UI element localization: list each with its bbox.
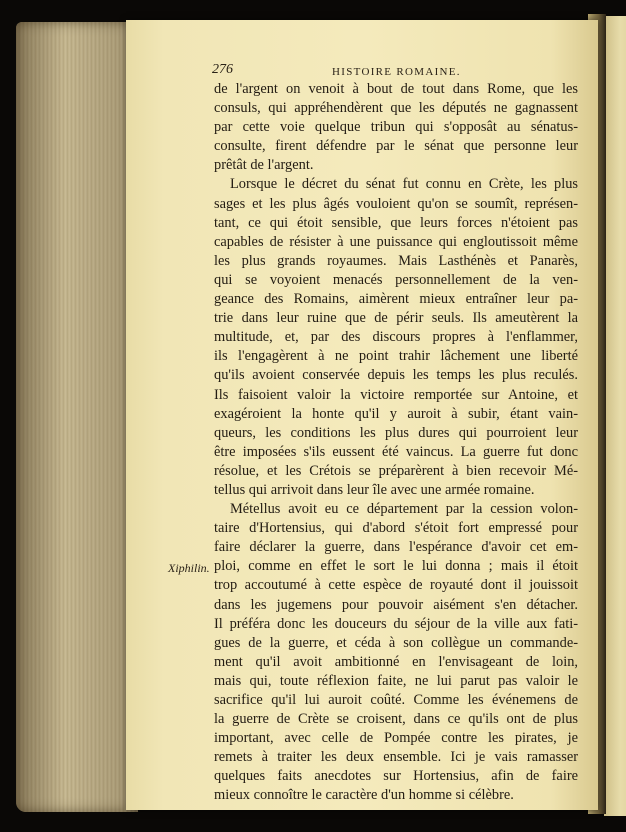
text-line: taire d'Hortensius, qui d'abord s'étoit fort empressé pour [214,520,578,537]
page-number: 276 [212,62,233,77]
text-line: capables de résister à une puissance qui engloutissoit même [214,233,578,250]
text-line: consuls, qui appréhendèrent que les députés ne gagnassent [214,100,578,117]
text-line: Il préféra donc les douceurs du séjour de la ville aux fati- [214,615,578,632]
text-line: ploi, comme en effet le sort le lui donna ; mais il étoit [214,558,578,575]
text-line: sacrifice qu'il lui auroit coûté. Comme les événemens de [214,692,578,708]
text-line: trie dans leur ruine que de périr seuls. Ils ameutèrent la [214,310,578,327]
text-line: qui se voyoient menacés personnellement de la ven- [214,271,578,288]
running-title: HISTOIRE ROMAINE. [332,66,461,78]
text-line: être imposées s'ils eussent été vaincus. La guerre fut donc [214,443,578,460]
text-line: les plus grands royaumes. Mais Lasthénès et Panarès, [214,252,578,269]
text-line: Métellus avoit eu ce département par la cession volon- [230,501,578,518]
text-line: prêtât de l'argent. [214,157,314,174]
facing-page [604,16,626,816]
text-line: dans les jugemens pour pouvoir aisément s'en détacher. [214,596,578,613]
text-line: sages et les plus âgés vouloient qu'on se soumît, représen- [214,195,578,212]
text-line: mais qui, toute réflexion faite, ne lui parut pas valoir le [214,672,578,689]
text-line: faire déclarer la guerre, dans l'espérance d'avoir cet em- [214,539,578,556]
body-text [214,80,578,806]
text-line: Ils faisoient valoir la victoire remportée sur Antoine, et [214,386,578,403]
text-line: qu'ils avoient conservée depuis les temps les plus reculés. [214,367,578,384]
text-line: important, avec celle de Pompée contre les pirates, je [214,730,578,747]
text-line: geance des Romains, aimèrent mieux entraîner leur pa- [214,291,578,308]
text-line: multitude, et, par des discours propres à l'enflammer, [214,329,578,346]
page-header [212,62,572,82]
text-line: mieux connoître le caractère d'un homme si célèbre. [214,787,514,804]
text-line: queurs, les conditions les plus dures qui pourroient leur [214,424,578,441]
text-line: remets à traiter les deux ensemble. Ici je vais ramasser [214,749,578,766]
text-line: de l'argent on venoit à bout de tout dans Rome, que les [214,81,578,97]
fore-edge-shadow [16,22,138,812]
text-line: par cette voie quelque tribun qui s'opposât au sénatus- [214,119,578,136]
text-line: ils l'engagèrent à ne point trahir lâchement une liberté [214,348,578,365]
text-line: la guerre de Crète se croisent, dans ce qu'ils ont de plus [214,711,578,728]
text-line: ment qu'il avoit ambitionné en l'envisageant de loin, [214,653,578,670]
text-line: tant, ce qui étoit sensible, que leurs forces n'étoient pas [214,214,578,231]
text-line: consulte, firent défendre par le sénat que personne leur [214,138,578,155]
margin-note: Xiphilin. [168,561,210,575]
text-line: résolue, et les Crétois se préparèrent à bien recevoir Mé- [214,462,578,479]
text-line: quelques faits anecdotes sur Hortensius, afin de faire [214,768,578,785]
text-line: trop accoutumé à cette espèce de royauté dont il jouissoit [214,577,578,594]
text-line: Lorsque le décret du sénat fut connu en Crète, les plus [230,176,578,193]
text-line: tellus qui arrivoit dans leur île avec une armée romaine. [214,481,535,498]
text-line: gues de la guerre, et céda à son collègue un commande- [214,634,578,651]
text-line: exagéroient la honte qu'il y auroit à subir, étant vain- [214,405,578,422]
